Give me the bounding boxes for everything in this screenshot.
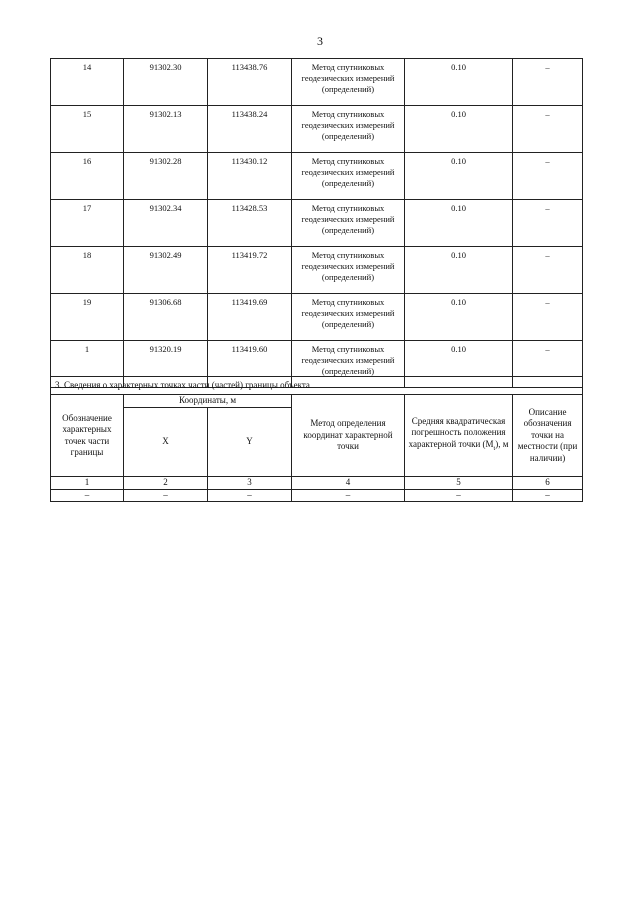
method: Метод спутниковых геодезических измерений (определений) [292, 106, 405, 153]
coord-x: 91320.19 [124, 341, 208, 388]
cell: – [405, 489, 513, 502]
accuracy: 0.10 [405, 247, 513, 294]
point-number: 16 [51, 153, 124, 200]
header-accuracy: Средняя квадратическая погрешность положения характерной точки $(M_t)$, м [405, 395, 513, 477]
accuracy: 0.10 [405, 341, 513, 388]
table-row [51, 489, 583, 502]
description: – [513, 294, 583, 341]
col-num: 2 [124, 477, 208, 490]
cell: – [51, 489, 124, 502]
table-row [51, 106, 583, 153]
coord-x: 91302.13 [124, 106, 208, 153]
table-row [51, 59, 583, 106]
header-designation: Обозначение характерных точек части границы [51, 395, 124, 477]
point-number: 14 [51, 59, 124, 106]
method: Метод спутниковых геодезических измерений (определений) [292, 341, 405, 388]
table-row [51, 294, 583, 341]
header-description: Описание обозначения точки на местности (при наличии) [513, 395, 583, 477]
coord-y: 113430.12 [208, 153, 292, 200]
coord-x: 91302.28 [124, 153, 208, 200]
accuracy: 0.10 [405, 59, 513, 106]
point-number: 15 [51, 106, 124, 153]
description: – [513, 106, 583, 153]
coord-x: 91306.68 [124, 294, 208, 341]
coord-y: 113419.60 [208, 341, 292, 388]
coord-y: 113438.76 [208, 59, 292, 106]
coord-x: 91302.49 [124, 247, 208, 294]
method: Метод спутниковых геодезических измерений (определений) [292, 59, 405, 106]
table-row [51, 153, 583, 200]
table-row [51, 200, 583, 247]
point-number: 17 [51, 200, 124, 247]
coord-x: 91302.30 [124, 59, 208, 106]
method: Метод спутниковых геодезических измерений (определений) [292, 294, 405, 341]
description: – [513, 200, 583, 247]
coord-y: 113438.24 [208, 106, 292, 153]
coord-y: 113419.69 [208, 294, 292, 341]
coord-y: 113428.53 [208, 200, 292, 247]
accuracy: 0.10 [405, 294, 513, 341]
coord-y: 113419.72 [208, 247, 292, 294]
accuracy: 0.10 [405, 200, 513, 247]
accuracy: 0.10 [405, 106, 513, 153]
description: – [513, 153, 583, 200]
column-numbers-row [51, 477, 583, 490]
col-num: 1 [51, 477, 124, 490]
col-num: 3 [208, 477, 292, 490]
accuracy: 0.10 [405, 153, 513, 200]
point-number: 19 [51, 294, 124, 341]
table-row [51, 247, 583, 294]
method: Метод спутниковых геодезических измерений (определений) [292, 153, 405, 200]
method: Метод спутниковых геодезических измерений (определений) [292, 200, 405, 247]
header-y: Y [208, 408, 292, 477]
col-num: 6 [513, 477, 583, 490]
header-x: X [124, 408, 208, 477]
section3-table [50, 376, 583, 502]
coord-x: 91302.34 [124, 200, 208, 247]
page-number: 3 [317, 34, 323, 48]
cell: – [292, 489, 405, 502]
points-table [50, 58, 583, 388]
description: – [513, 59, 583, 106]
header-method: Метод определения координат характерной точки [292, 395, 405, 477]
point-number: 1 [51, 341, 124, 388]
point-number: 18 [51, 247, 124, 294]
description: – [513, 247, 583, 294]
cell: – [208, 489, 292, 502]
header-coordinates: Координаты, м [124, 395, 292, 408]
cell: – [124, 489, 208, 502]
col-num: 4 [292, 477, 405, 490]
col-num: 5 [405, 477, 513, 490]
description: – [513, 341, 583, 388]
method: Метод спутниковых геодезических измерений (определений) [292, 247, 405, 294]
section3-title: 3. Сведения о характерных точках части (частей) границы объекта [51, 377, 583, 395]
cell: – [513, 489, 583, 502]
